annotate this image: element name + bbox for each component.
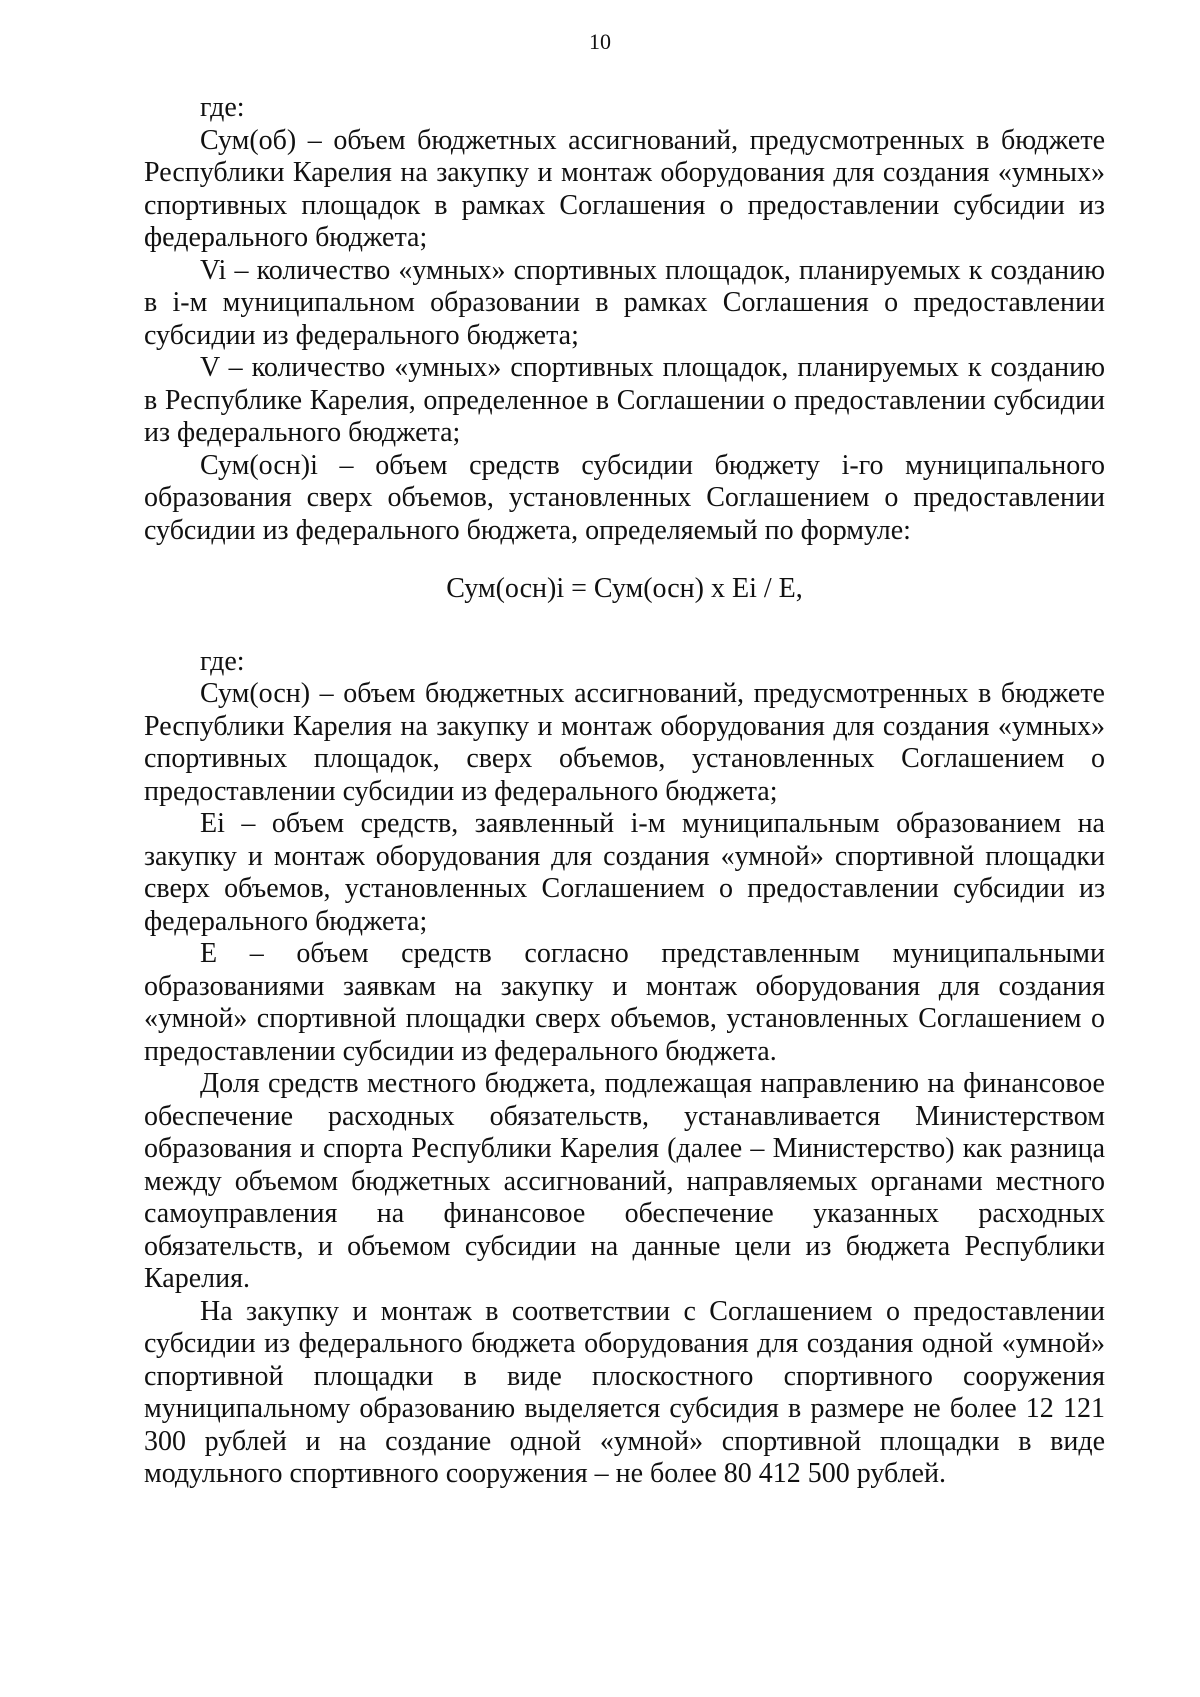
where-label: где:: [200, 92, 245, 123]
page-number: 10: [589, 29, 611, 54]
definition-sum-osn-i: Сум(осн)i – объем средств субсидии бюджету i-го муниципального образования сверх объемов, установленных Соглашением о предоставлении субсидии из федерального бюджета, определяемый по формуле:: [144, 449, 1105, 546]
definition-vi: Vi – количество «умных» спортивных площадок, планируемых к созданию в i-м муниципальном образовании в рамках Соглашения о предоставлении субсидии из федерального бюджета;: [144, 254, 1105, 351]
definition-v: V – количество «умных» спортивных площадок, планируемых к созданию в Республике Карелия, определенное в Соглашении о предоставлении субсидии из федерального бюджета;: [144, 352, 1105, 448]
where-label: где:: [200, 645, 245, 677]
document-body: [144, 92, 1105, 1491]
paragraph-local-budget-share: Доля средств местного бюджета, подлежащая направлению на финансовое обеспечение расходных обязательств, устанавливается Министерством образования и спорта Республики Карелия (далее – Министерство) как разница между объемом бюджетных ассигнований, направляемых органами местного самоуправления на финансовое обеспечение указанных расходных обязательств, и объемом субсидии на данные цели из бюджета Республики Карелия.: [144, 1068, 1105, 1294]
definition-sum-osn: Сум(осн) – объем бюджетных ассигнований, предусмотренных в бюджете Республики Карелия на закупку и монтаж оборудования для создания «умных» спортивных площадок, сверх объемов, установленных Соглашением о предоставлении субсидии из федерального бюджета;: [144, 678, 1105, 807]
definition-sum-ob: Сум(об) – объем бюджетных ассигнований, предусмотренных в бюджете Республики Карелия на закупку и монтаж оборудования для создания «умных» спортивных площадок в рамках Соглашения о предоставлении субсидии из федерального бюджета;: [144, 124, 1105, 253]
definition-ei: Ei – объем средств, заявленный i-м муниципальным образованием на закупку и монтаж оборудования для создания «умной» спортивной площадки сверх объемов, установленных Соглашением о предоставлении субсидии из федерального бюджета;: [144, 808, 1105, 937]
formula: Сум(осн)i = Сум(осн) x Ei / E,: [446, 573, 803, 604]
paragraph-subsidy-amount: На закупку и монтаж в соответствии с Соглашением о предоставлении субсидии из федерального бюджета оборудования для создания одной «умной» спортивной площадки в виде плоскостного спортивного сооружения муниципальному образованию выделяется субсидия в размере не более 12 121 300 рублей и на создание одной «умной» спортивной площадки в виде модульного спортивного сооружения – не более 80 412 500 рублей.: [144, 1295, 1105, 1489]
definition-e: E – объем средств согласно представленным муниципальными образованиями заявкам на закупку и монтаж оборудования для создания «умной» спортивной площадки сверх объемов, установленных Соглашением о предоставлении субсидии из федерального бюджета.: [144, 938, 1105, 1067]
